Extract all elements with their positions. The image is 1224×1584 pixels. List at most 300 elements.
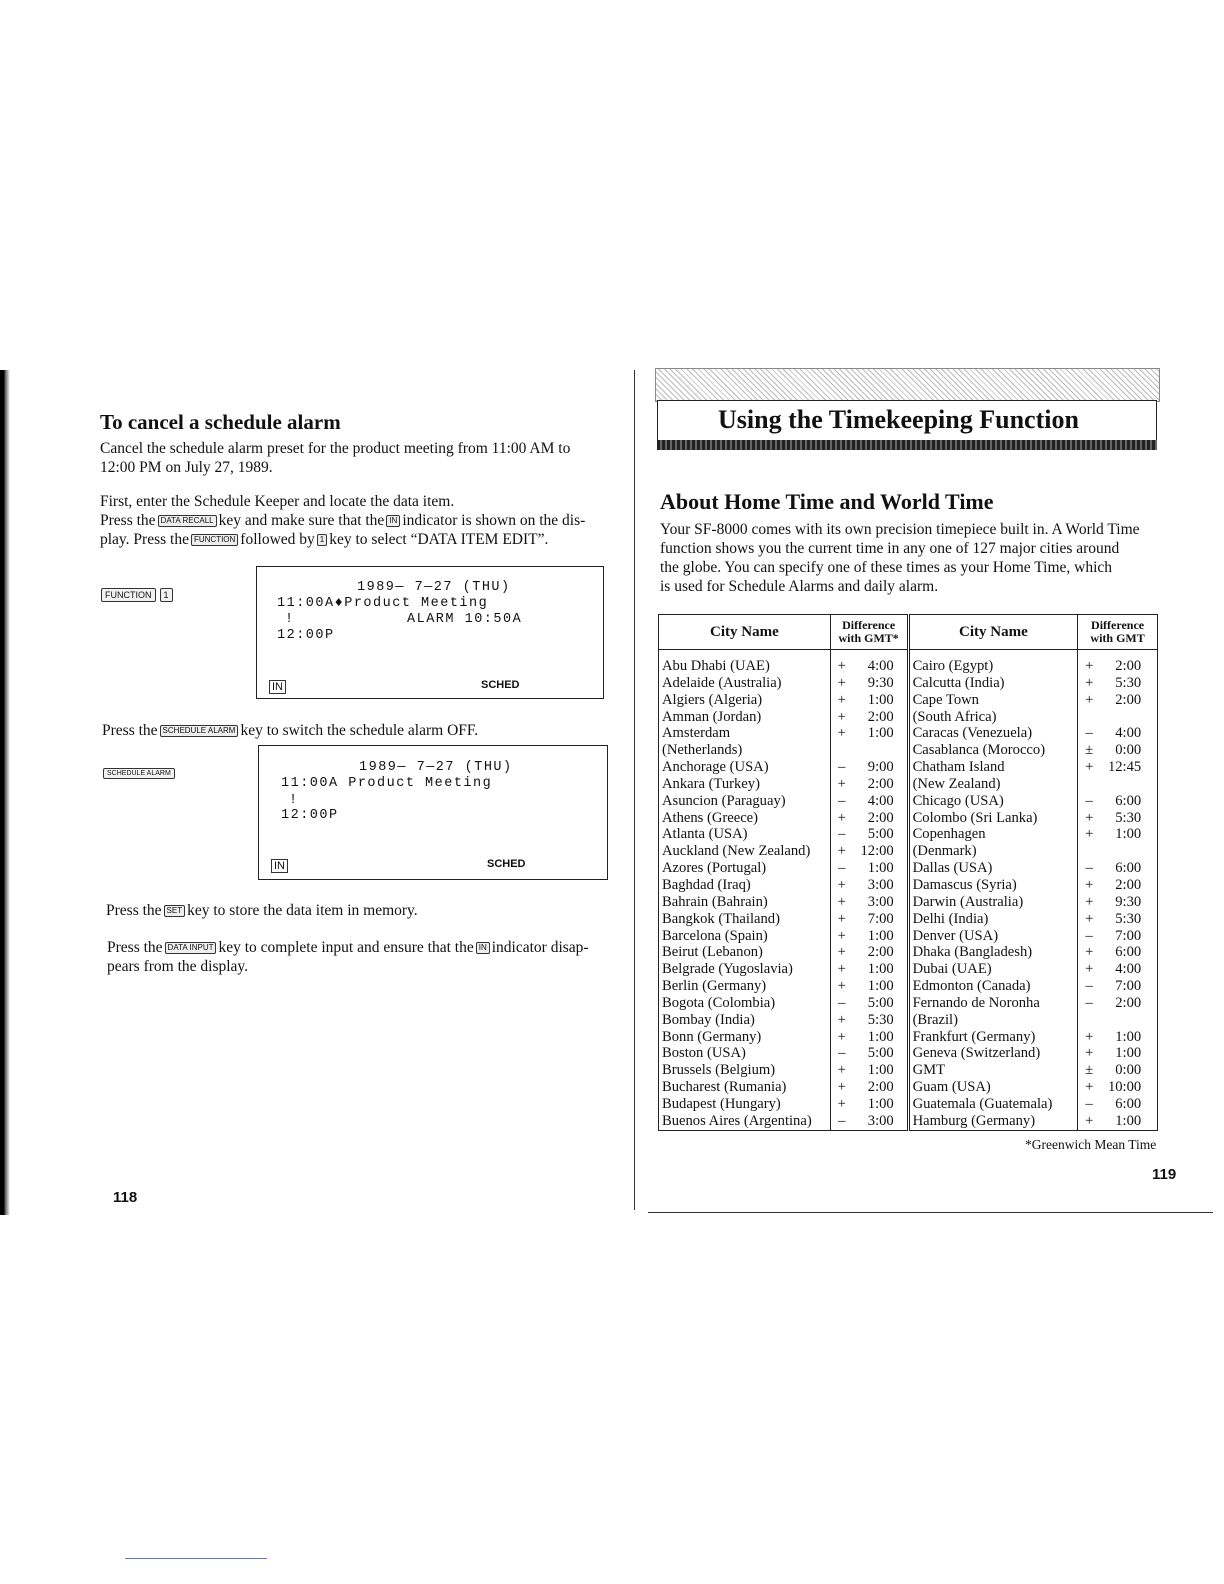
lcd-item-text: Product Meeting bbox=[348, 776, 493, 791]
text: with GMT* bbox=[838, 631, 899, 645]
city-name: Berlin (Germany) bbox=[662, 978, 767, 995]
table-row bbox=[659, 692, 1158, 709]
intro-line: Your SF-8000 comes with its own precision timepiece built in. A World Time bbox=[660, 521, 1140, 538]
footnote: *Greenwich Mean Time bbox=[1025, 1137, 1157, 1152]
city-name-cell bbox=[659, 725, 831, 742]
city-name-cell bbox=[659, 742, 831, 759]
text: key to complete input and ensure that the bbox=[218, 939, 474, 956]
lcd-display-2 bbox=[258, 745, 608, 880]
city-name: Cairo (Egypt) bbox=[912, 658, 994, 674]
city-name-cell bbox=[908, 826, 1078, 843]
difference-value: 2:00 bbox=[1115, 691, 1142, 708]
difference-sign: + bbox=[837, 708, 846, 725]
gmt-difference-cell bbox=[830, 1029, 908, 1046]
city-name-cell bbox=[908, 877, 1078, 894]
lcd-display-1 bbox=[256, 566, 604, 699]
city-name: Azores (Portugal) bbox=[662, 860, 767, 877]
table-row bbox=[659, 1113, 1158, 1130]
difference-value: 9:30 bbox=[867, 674, 894, 691]
difference-value: 3:00 bbox=[867, 876, 894, 893]
schedule-alarm-key-icon: SCHEDULE ALARM bbox=[103, 768, 175, 779]
city-name: Bonn (Germany) bbox=[662, 1028, 762, 1045]
in-indicator-icon: IN bbox=[386, 515, 400, 527]
table-row bbox=[659, 877, 1158, 894]
city-name: Denver (USA) bbox=[912, 927, 999, 944]
difference-value: 7:00 bbox=[867, 910, 894, 927]
difference-value: 0:00 bbox=[1115, 1062, 1142, 1079]
gmt-difference-cell bbox=[830, 793, 908, 810]
intro-line: function shows you the current time in any one of 127 major cities around bbox=[660, 540, 1120, 557]
gmt-difference-cell bbox=[830, 1079, 908, 1096]
difference-sign: + bbox=[837, 809, 846, 826]
banner-title-box bbox=[657, 400, 1157, 442]
city-name: (South Africa) bbox=[912, 708, 997, 725]
city-name: Amsterdam bbox=[662, 725, 731, 742]
difference-sign: + bbox=[837, 944, 846, 961]
table-row bbox=[659, 1045, 1158, 1062]
gmt-difference-cell bbox=[830, 776, 908, 793]
city-name: Boston (USA) bbox=[662, 1045, 746, 1062]
text: key to store the data item in memory. bbox=[187, 902, 418, 919]
city-name-cell bbox=[908, 1079, 1078, 1096]
city-name: Darwin (Australia) bbox=[912, 893, 1024, 910]
city-name-cell bbox=[908, 742, 1078, 759]
city-name: Asuncion (Paraguay) bbox=[662, 792, 786, 809]
difference-value: 4:00 bbox=[867, 792, 894, 809]
table-row bbox=[659, 1029, 1158, 1046]
lcd-range-mark: ! bbox=[285, 612, 295, 627]
text: 11:00A bbox=[281, 776, 339, 791]
table-row bbox=[659, 1012, 1158, 1029]
lcd-start-time bbox=[281, 776, 492, 791]
difference-sign: – bbox=[1085, 1095, 1093, 1112]
difference-value: 7:00 bbox=[1115, 927, 1142, 944]
difference-sign: – bbox=[1085, 978, 1093, 995]
difference-value: 1:00 bbox=[1115, 1112, 1142, 1129]
difference-sign: + bbox=[837, 775, 846, 792]
gmt-difference-cell bbox=[1078, 944, 1158, 961]
text: IN bbox=[269, 680, 286, 694]
lcd-range-mark: ! bbox=[289, 793, 299, 808]
city-name-cell bbox=[659, 759, 831, 776]
difference-value: 6:00 bbox=[1115, 944, 1142, 961]
difference-sign: ± bbox=[1085, 1062, 1094, 1079]
difference-value: 6:00 bbox=[1115, 792, 1142, 809]
key-sequence-1 bbox=[101, 585, 177, 603]
difference-sign: + bbox=[1085, 893, 1094, 910]
column-header-city-name: City Name bbox=[908, 615, 1078, 650]
gmt-difference-cell bbox=[1078, 793, 1158, 810]
difference-sign: + bbox=[1085, 809, 1094, 826]
difference-value: 5:30 bbox=[1115, 674, 1142, 691]
gmt-difference-cell bbox=[830, 826, 908, 843]
lcd-date: 1989— 7—27 (THU) bbox=[357, 580, 511, 595]
city-name-cell bbox=[659, 1045, 831, 1062]
difference-sign: – bbox=[838, 860, 846, 877]
city-name-cell bbox=[659, 650, 831, 675]
difference-sign: + bbox=[837, 978, 846, 995]
city-name-cell bbox=[659, 675, 831, 692]
gmt-difference-cell bbox=[830, 928, 908, 945]
gmt-difference-cell bbox=[830, 978, 908, 995]
section-banner bbox=[655, 368, 1158, 452]
difference-sign: + bbox=[1085, 759, 1094, 776]
lcd-alarm-time: ALARM 10:50A bbox=[407, 612, 523, 627]
difference-sign: + bbox=[1085, 961, 1094, 978]
difference-sign: – bbox=[838, 1112, 846, 1129]
gmt-difference-cell bbox=[830, 692, 908, 709]
difference-sign: + bbox=[837, 1011, 846, 1028]
section-heading-home-world-time: About Home Time and World Time bbox=[660, 489, 994, 514]
city-name: Baghdad (Iraq) bbox=[662, 876, 751, 893]
gmt-difference-cell bbox=[830, 725, 908, 742]
gmt-difference-cell bbox=[1078, 877, 1158, 894]
city-name-cell bbox=[659, 978, 831, 995]
step-3-paragraph bbox=[106, 901, 418, 920]
text: with GMT bbox=[1090, 631, 1145, 645]
table-row bbox=[659, 961, 1158, 978]
city-name: Colombo (Sri Lanka) bbox=[912, 809, 1038, 826]
section-heading-cancel-alarm: To cancel a schedule alarm bbox=[100, 410, 341, 434]
difference-sign: + bbox=[837, 1095, 846, 1112]
city-name-cell bbox=[908, 961, 1078, 978]
set-key-icon: SET bbox=[164, 905, 186, 917]
city-name: (New Zealand) bbox=[912, 775, 1001, 792]
difference-value: 5:00 bbox=[867, 1045, 894, 1062]
city-name: Hamburg (Germany) bbox=[912, 1112, 1036, 1129]
city-name-cell bbox=[659, 843, 831, 860]
table-row bbox=[659, 776, 1158, 793]
city-name: Algiers (Algeria) bbox=[662, 691, 763, 708]
city-name-cell bbox=[908, 709, 1078, 726]
city-name-cell bbox=[659, 1096, 831, 1113]
difference-sign: + bbox=[1085, 876, 1094, 893]
lcd-in-indicator bbox=[271, 860, 288, 872]
gmt-difference-cell bbox=[1078, 843, 1158, 860]
table-row bbox=[659, 928, 1158, 945]
difference-value: 1:00 bbox=[867, 978, 894, 995]
city-name: Edmonton (Canada) bbox=[912, 978, 1031, 995]
city-name-cell bbox=[908, 692, 1078, 709]
intro-line: the globe. You can specify one of these times as your Home Time, which bbox=[660, 559, 1113, 576]
city-name-cell bbox=[908, 776, 1078, 793]
difference-sign: – bbox=[1085, 725, 1093, 742]
city-name-cell bbox=[908, 650, 1078, 675]
difference-sign: + bbox=[1085, 1045, 1094, 1062]
gmt-difference-cell bbox=[1078, 1029, 1158, 1046]
difference-value: 2:00 bbox=[867, 809, 894, 826]
city-name-cell bbox=[659, 928, 831, 945]
difference-sign: + bbox=[837, 1062, 846, 1079]
city-name-cell bbox=[659, 1012, 831, 1029]
gmt-difference-cell bbox=[830, 810, 908, 827]
table-row bbox=[659, 810, 1158, 827]
city-name: Geneva (Switzerland) bbox=[912, 1045, 1041, 1062]
city-name: Adelaide (Australia) bbox=[662, 674, 782, 691]
city-name-cell bbox=[659, 1029, 831, 1046]
step-1-line-b bbox=[100, 511, 610, 530]
city-name-cell bbox=[908, 978, 1078, 995]
gmt-difference-cell bbox=[830, 1062, 908, 1079]
lcd-start-time bbox=[277, 596, 488, 611]
gmt-difference-cell bbox=[1078, 692, 1158, 709]
table-row bbox=[659, 725, 1158, 742]
city-name-cell bbox=[659, 692, 831, 709]
city-name-cell bbox=[659, 894, 831, 911]
city-name: Cape Town bbox=[912, 691, 979, 708]
banner-hatch bbox=[655, 368, 1160, 402]
one-key-icon: 1 bbox=[317, 534, 327, 546]
difference-value: 5:00 bbox=[867, 826, 894, 843]
difference-value: 1:00 bbox=[867, 860, 894, 877]
gmt-difference-cell bbox=[830, 650, 908, 675]
difference-sign: + bbox=[837, 674, 846, 691]
page-bottom-line bbox=[648, 1212, 1213, 1213]
gmt-difference-cell bbox=[830, 709, 908, 726]
difference-value: 5:00 bbox=[867, 994, 894, 1011]
city-name-cell bbox=[659, 709, 831, 726]
difference-sign: + bbox=[837, 893, 846, 910]
city-name-cell bbox=[659, 961, 831, 978]
city-name-cell bbox=[908, 725, 1078, 742]
difference-value: 1:00 bbox=[867, 725, 894, 742]
city-name-cell bbox=[908, 1096, 1078, 1113]
banner-title: Using the Timekeeping Function bbox=[718, 405, 1079, 434]
difference-sign: – bbox=[838, 994, 846, 1011]
city-name: Chicago (USA) bbox=[912, 792, 1004, 809]
city-name-cell bbox=[659, 793, 831, 810]
text: key to select “DATA ITEM EDIT”. bbox=[329, 531, 549, 548]
city-name-cell bbox=[908, 810, 1078, 827]
text: indicator is shown on the dis- bbox=[402, 512, 586, 529]
city-name: Bangkok (Thailand) bbox=[662, 910, 780, 927]
text: Difference bbox=[842, 618, 896, 632]
step-1-paragraph bbox=[100, 492, 610, 549]
city-name: Ankara (Turkey) bbox=[662, 775, 760, 792]
gmt-difference-cell bbox=[830, 877, 908, 894]
city-name: Anchorage (USA) bbox=[662, 759, 769, 776]
city-name: Bucharest (Rumania) bbox=[662, 1079, 787, 1096]
city-name: Auckland (New Zealand) bbox=[662, 843, 811, 860]
gmt-difference-cell bbox=[830, 911, 908, 928]
gmt-difference-cell bbox=[1078, 1012, 1158, 1029]
in-indicator-icon: IN bbox=[476, 942, 490, 954]
difference-value: 4:00 bbox=[1115, 961, 1142, 978]
gmt-difference-cell bbox=[1078, 928, 1158, 945]
difference-value: 1:00 bbox=[1115, 826, 1142, 843]
lcd-in-indicator bbox=[269, 681, 286, 693]
city-name-cell bbox=[908, 1113, 1078, 1130]
difference-value: 12:00 bbox=[860, 843, 894, 860]
city-name: Bombay (India) bbox=[662, 1011, 755, 1028]
city-name: Athens (Greece) bbox=[662, 809, 759, 826]
gmt-difference-cell bbox=[830, 944, 908, 961]
difference-sign: + bbox=[1085, 1079, 1094, 1096]
gmt-difference-cell bbox=[830, 860, 908, 877]
city-name: Copenhagen bbox=[912, 826, 986, 843]
city-name-cell bbox=[908, 843, 1078, 860]
difference-sign: + bbox=[837, 725, 846, 742]
city-name-cell bbox=[908, 793, 1078, 810]
text: Press the bbox=[100, 512, 156, 529]
page-number-left: 118 bbox=[113, 1189, 138, 1206]
function-key-icon: FUNCTION bbox=[101, 588, 156, 602]
gmt-difference-cell bbox=[1078, 995, 1158, 1012]
table-row bbox=[659, 709, 1158, 726]
city-name: Casablanca (Morocco) bbox=[912, 742, 1046, 759]
difference-sign: – bbox=[838, 826, 846, 843]
function-key-icon: FUNCTION bbox=[191, 534, 238, 546]
difference-sign: + bbox=[1085, 691, 1094, 708]
text: Press the bbox=[107, 939, 163, 956]
lcd-date: 1989— 7—27 (THU) bbox=[359, 760, 513, 775]
gmt-difference-cell bbox=[1078, 1113, 1158, 1130]
gmt-difference-cell bbox=[1078, 894, 1158, 911]
city-name-cell bbox=[908, 759, 1078, 776]
table-row bbox=[659, 675, 1158, 692]
city-name-cell bbox=[908, 1045, 1078, 1062]
gmt-difference-cell bbox=[1078, 978, 1158, 995]
city-name: Bahrain (Bahrain) bbox=[662, 893, 768, 910]
difference-sign: + bbox=[837, 910, 846, 927]
city-name-cell bbox=[659, 1062, 831, 1079]
table-row bbox=[659, 1062, 1158, 1079]
city-name-cell bbox=[908, 928, 1078, 945]
city-name-cell bbox=[659, 826, 831, 843]
city-name-cell bbox=[908, 1029, 1078, 1046]
text: key and make sure that the bbox=[218, 512, 385, 529]
difference-sign: + bbox=[837, 843, 846, 860]
difference-value: 2:00 bbox=[867, 775, 894, 792]
lcd-sched-indicator: SCHED bbox=[487, 858, 526, 870]
city-name: Damascus (Syria) bbox=[912, 876, 1017, 893]
city-name: Frankfurt (Germany) bbox=[912, 1028, 1036, 1045]
difference-value: 2:00 bbox=[1115, 876, 1142, 893]
difference-value: 1:00 bbox=[867, 1095, 894, 1112]
difference-sign: + bbox=[837, 658, 846, 674]
step-4-line-b: pears from the display. bbox=[107, 958, 249, 975]
table-row bbox=[659, 944, 1158, 961]
difference-sign: – bbox=[838, 792, 846, 809]
difference-value: 1:00 bbox=[867, 961, 894, 978]
one-key-icon: 1 bbox=[160, 588, 173, 602]
city-name: Belgrade (Yugoslavia) bbox=[662, 961, 793, 978]
difference-value: 9:00 bbox=[867, 759, 894, 776]
gmt-difference-cell bbox=[1078, 742, 1158, 759]
column-header-city-name: City Name bbox=[659, 615, 831, 650]
city-name-cell bbox=[908, 860, 1078, 877]
page-gutter-line bbox=[634, 370, 635, 1210]
city-name-cell bbox=[908, 911, 1078, 928]
text: Press the bbox=[102, 722, 158, 739]
gmt-difference-cell bbox=[1078, 911, 1158, 928]
gmt-difference-cell bbox=[1078, 1062, 1158, 1079]
difference-sign: + bbox=[837, 1028, 846, 1045]
city-name: GMT bbox=[912, 1062, 945, 1079]
gmt-difference-cell bbox=[1078, 1079, 1158, 1096]
city-name-cell bbox=[659, 810, 831, 827]
text: indicator disap- bbox=[491, 939, 589, 956]
difference-value: 1:00 bbox=[1115, 1045, 1142, 1062]
alarm-marker-icon: ♦ bbox=[334, 596, 345, 611]
gmt-difference-cell bbox=[830, 759, 908, 776]
table-row bbox=[659, 843, 1158, 860]
binding-shadow bbox=[0, 370, 10, 1215]
gmt-difference-cell bbox=[1078, 826, 1158, 843]
difference-sign: + bbox=[837, 1079, 846, 1096]
difference-sign: + bbox=[837, 927, 846, 944]
difference-value: 5:30 bbox=[867, 1011, 894, 1028]
difference-value: 1:00 bbox=[867, 1028, 894, 1045]
difference-value: 3:00 bbox=[867, 893, 894, 910]
gmt-difference-cell bbox=[1078, 709, 1158, 726]
gmt-difference-cell bbox=[1078, 675, 1158, 692]
city-name-cell bbox=[659, 944, 831, 961]
difference-value: 3:00 bbox=[867, 1112, 894, 1129]
city-name: Guatemala (Guatemala) bbox=[912, 1095, 1053, 1112]
banner-shadow bbox=[657, 440, 1157, 450]
table-row bbox=[659, 826, 1158, 843]
difference-value: 2:00 bbox=[1115, 658, 1142, 674]
difference-sign: ± bbox=[1085, 742, 1094, 759]
gmt-difference-cell bbox=[830, 1012, 908, 1029]
gmt-difference-table bbox=[658, 614, 1158, 1131]
difference-value: 1:00 bbox=[1115, 1028, 1142, 1045]
city-name: (Denmark) bbox=[912, 843, 977, 860]
gmt-difference-cell bbox=[1078, 759, 1158, 776]
difference-sign: + bbox=[837, 691, 846, 708]
difference-sign: + bbox=[1085, 910, 1094, 927]
lcd-end-time: 12:00P bbox=[277, 628, 335, 643]
text: Press the bbox=[106, 902, 162, 919]
city-name: Beirut (Lebanon) bbox=[662, 944, 763, 961]
difference-value: 12:45 bbox=[1107, 759, 1142, 776]
difference-sign: – bbox=[1085, 927, 1093, 944]
difference-value: 1:00 bbox=[867, 927, 894, 944]
text: followed by bbox=[240, 531, 315, 548]
city-name-cell bbox=[908, 675, 1078, 692]
step-1-line-c bbox=[100, 530, 610, 549]
text: 11:00A bbox=[277, 596, 335, 611]
difference-value: 7:00 bbox=[1115, 978, 1142, 995]
table-row bbox=[659, 860, 1158, 877]
lcd-sched-indicator: SCHED bbox=[481, 679, 520, 691]
gmt-difference-cell bbox=[830, 742, 908, 759]
difference-sign: + bbox=[837, 961, 846, 978]
city-name: Budapest (Hungary) bbox=[662, 1095, 781, 1112]
difference-value: 2:00 bbox=[1115, 994, 1142, 1011]
city-name: Calcutta (India) bbox=[912, 674, 1005, 691]
gmt-difference-cell bbox=[830, 1045, 908, 1062]
difference-value: 4:00 bbox=[1115, 725, 1142, 742]
data-input-key-icon: DATA INPUT bbox=[165, 942, 217, 954]
city-name-cell bbox=[908, 894, 1078, 911]
gmt-difference-cell bbox=[830, 995, 908, 1012]
city-name-cell bbox=[659, 1113, 831, 1130]
schedule-alarm-key-icon: SCHEDULE ALARM bbox=[160, 725, 239, 737]
gmt-difference-cell bbox=[830, 1096, 908, 1113]
data-recall-key-icon: DATA RECALL bbox=[158, 515, 217, 527]
city-name: Guam (USA) bbox=[912, 1079, 991, 1096]
intro-line: is used for Schedule Alarms and daily alarm. bbox=[660, 578, 939, 595]
table-row bbox=[659, 911, 1158, 928]
difference-sign: + bbox=[1085, 1028, 1094, 1045]
city-name: (Netherlands) bbox=[662, 742, 743, 759]
step-4-paragraph bbox=[107, 938, 612, 976]
difference-sign: – bbox=[1085, 994, 1093, 1011]
city-name: Brussels (Belgium) bbox=[662, 1062, 776, 1079]
gmt-difference-cell bbox=[1078, 776, 1158, 793]
